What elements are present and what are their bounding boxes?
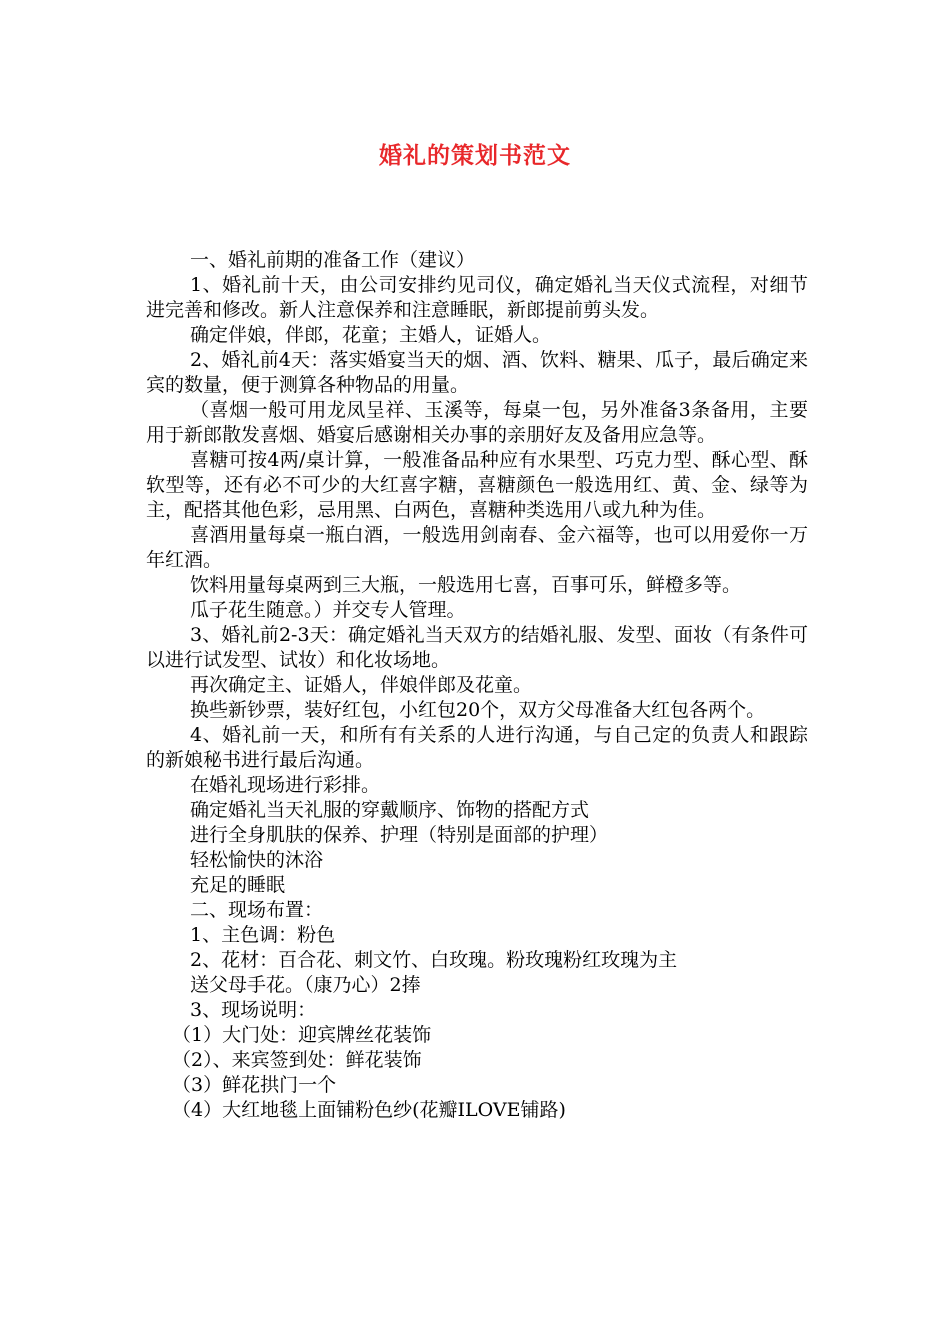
paragraph: 送父母手花。（康乃心）2捧	[190, 974, 421, 996]
paragraph-item-1: 1、婚礼前十天，由公司安排约见司仪，确定婚礼当天仪式流程，对细节进完善和修改。新人注意保养和注意睡眠，新郎提前剪头发。	[146, 274, 808, 321]
paragraph: 进行全身肌肤的保养、护理（特别是面部的护理）	[190, 824, 609, 846]
paragraph-section-1-heading: 一、婚礼前期的准备工作（建议）	[190, 249, 476, 271]
paragraph: 确定婚礼当天礼服的穿戴顺序、饰物的搭配方式	[190, 799, 590, 821]
list-item: （2）、来宾签到处：鲜花装饰	[172, 1049, 422, 1071]
paragraph: 2、花材：百合花、刺文竹、白玫瑰。粉玫瑰粉红玫瑰为主	[190, 949, 678, 971]
list-item: （1）大门处：迎宾牌丝花装饰	[172, 1024, 432, 1046]
paragraph: 充足的睡眠	[190, 874, 286, 896]
paragraph: 饮料用量每桌两到三大瓶，一般选用七喜，百事可乐，鲜橙多等。	[190, 574, 742, 596]
list-item: （3）鲜花拱门一个	[172, 1074, 337, 1096]
list-item: （4）大红地毯上面铺粉色纱(花瓣ILOVE铺路)	[172, 1099, 566, 1121]
paragraph-section-2-heading: 二、现场布置：	[190, 899, 324, 921]
paragraph: 喜糖可按4两/桌计算，一般准备品种应有水果型、巧克力型、酥心型、酥软型等，还有必不可少的大红喜字糖，喜糖颜色一般选用红、黄、金、绿等为主，配搭其他色彩，忌用黑、白两色，喜糖种类选用八或九种为佳。	[146, 449, 808, 521]
paragraph: （喜烟一般可用龙凤呈祥、玉溪等，每桌一包，另外准备3条备用，主要用于新郎散发喜烟、婚宴后感谢相关办事的亲朋好友及备用应急等。	[146, 399, 808, 446]
paragraph-item-4: 4、婚礼前一天，和所有有关系的人进行沟通，与自己定的负责人和跟踪的新娘秘书进行最后沟通。	[146, 724, 808, 771]
paragraph: 再次确定主、证婚人，伴娘伴郎及花童。	[190, 674, 533, 696]
paragraph: 确定伴娘，伴郎，花童；主婚人，证婚人。	[190, 324, 552, 346]
paragraph: 3、现场说明：	[190, 999, 317, 1021]
paragraph: 瓜子花生随意。）并交专人管理。	[190, 599, 466, 621]
paragraph: 在婚礼现场进行彩排。	[190, 774, 381, 796]
document-body	[146, 248, 808, 1123]
paragraph-item-3: 3、婚礼前2-3天：确定婚礼当天双方的结婚礼服、发型、面妆（有条件可以进行试发型、试妆）和化妆场地。	[146, 624, 808, 671]
paragraph: 1、主色调：粉色	[190, 924, 336, 946]
document-title: 婚礼的策划书范文	[379, 143, 571, 169]
paragraph: 轻松愉快的沐浴	[190, 849, 324, 871]
paragraph: 喜酒用量每桌一瓶白酒，一般选用剑南春、金六福等，也可以用爱你一万年红酒。	[146, 524, 808, 571]
paragraph-item-2: 2、婚礼前4天：落实婚宴当天的烟、酒、饮料、糖果、瓜子，最后确定来宾的数量，便于测算各种物品的用量。	[146, 349, 808, 396]
paragraph: 换些新钞票，装好红包，小红包20个，双方父母准备大红包各两个。	[190, 699, 766, 721]
